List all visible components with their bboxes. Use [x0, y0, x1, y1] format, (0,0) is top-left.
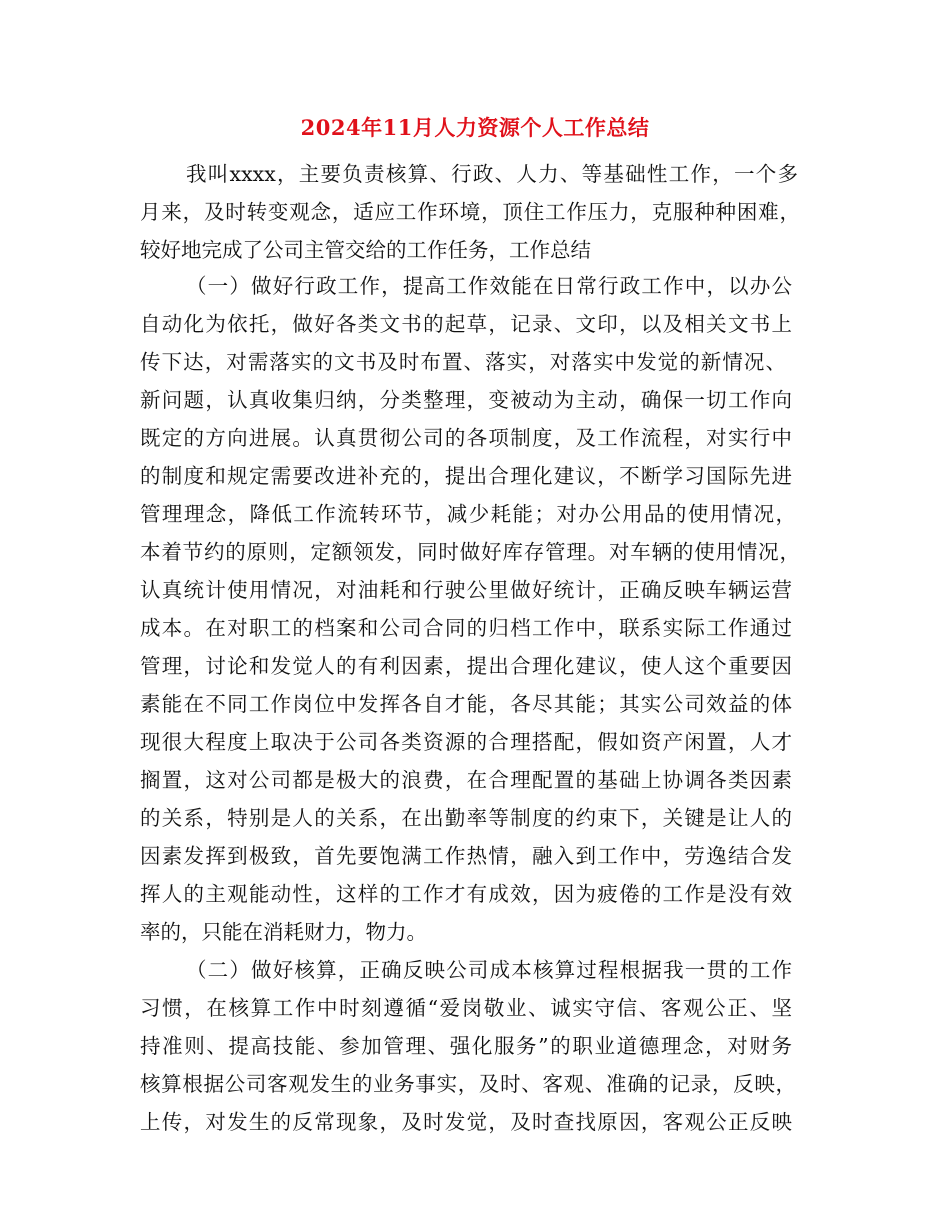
- paragraph-line: 较好地完成了公司主管交给的工作任务，工作总结: [140, 238, 591, 262]
- paragraph-line: 管理理念，降低工作流转环节，减少耗能；对办公用品的使用情况，: [140, 502, 796, 526]
- paragraph-line: 习惯，在核算工作中时刻遵循“爱岗敬业、诚实守信、客观公正、坚: [140, 996, 792, 1020]
- paragraph-line: 率的，只能在消耗财力，物力。: [140, 920, 427, 944]
- paragraph-line: 管理，讨论和发觉人的有利因素，提出合理化建议，使人这个重要因: [140, 654, 792, 678]
- paragraph-line: （二）做好核算，正确反映公司成本核算过程根据我一贯的工作: [186, 958, 792, 982]
- document-title: 2024年11月人力资源个人工作总结: [300, 115, 650, 140]
- paragraph-line: 成本。在对职工的档案和公司合同的归档工作中，联系实际工作通过: [140, 616, 792, 640]
- paragraph-line: 既定的方向进展。认真贯彻公司的各项制度，及工作流程，对实行中: [140, 426, 792, 450]
- paragraph-line: 的制度和规定需要改进补充的，提出合理化建议，不断学习国际先进: [140, 464, 792, 488]
- paragraph-line: 因素发挥到极致，首先要饱满工作热情，融入到工作中，劳逸结合发: [140, 844, 792, 868]
- paragraph-line: 核算根据公司客观发生的业务事实，及时、客观、准确的记录，反映，: [140, 1072, 796, 1096]
- paragraph-line: 月来，及时转变观念，适应工作环境，顶住工作压力，克服种种困难，: [140, 200, 800, 224]
- paragraph-line: 素能在不同工作岗位中发挥各自才能，各尽其能；其实公司效益的体: [140, 692, 792, 716]
- paragraph-line: 现很大程度上取决于公司各类资源的合理搭配，假如资产闲置，人才: [140, 730, 792, 754]
- paragraph-line: 我叫xxxx，主要负责核算、行政、人力、等基础性工作，一个多: [186, 162, 798, 186]
- paragraph-line: 认真统计使用情况，对油耗和行驶公里做好统计，正确反映车辆运营: [140, 578, 792, 602]
- paragraph-line: 自动化为依托，做好各类文书的起草，记录、文印，以及相关文书上: [140, 312, 792, 336]
- paragraph-line: 的关系，特别是人的关系，在出勤率等制度的约束下，关键是让人的: [140, 806, 792, 830]
- paragraph-line: 持准则、提高技能、参加管理、强化服务”的职业道德理念，对财务: [140, 1034, 792, 1058]
- paragraph-line: （一）做好行政工作，提高工作效能在日常行政工作中，以办公: [186, 274, 792, 298]
- paragraph-line: 本着节约的原则，定额领发，同时做好库存管理。对车辆的使用情况，: [140, 540, 800, 564]
- paragraph-line: 搁置，这对公司都是极大的浪费，在合理配置的基础上协调各类因素: [140, 768, 792, 792]
- paragraph-line: 新问题，认真收集归纳，分类整理，变被动为主动，确保一切工作向: [140, 388, 792, 412]
- paragraph-line: 上传，对发生的反常现象，及时发觉，及时查找原因，客观公正反映: [140, 1110, 792, 1134]
- paragraph-line: 传下达，对需落实的文书及时布置、落实，对落实中发觉的新情况、: [140, 350, 786, 374]
- paragraph-line: 挥人的主观能动性，这样的工作才有成效，因为疲倦的工作是没有效: [140, 882, 792, 906]
